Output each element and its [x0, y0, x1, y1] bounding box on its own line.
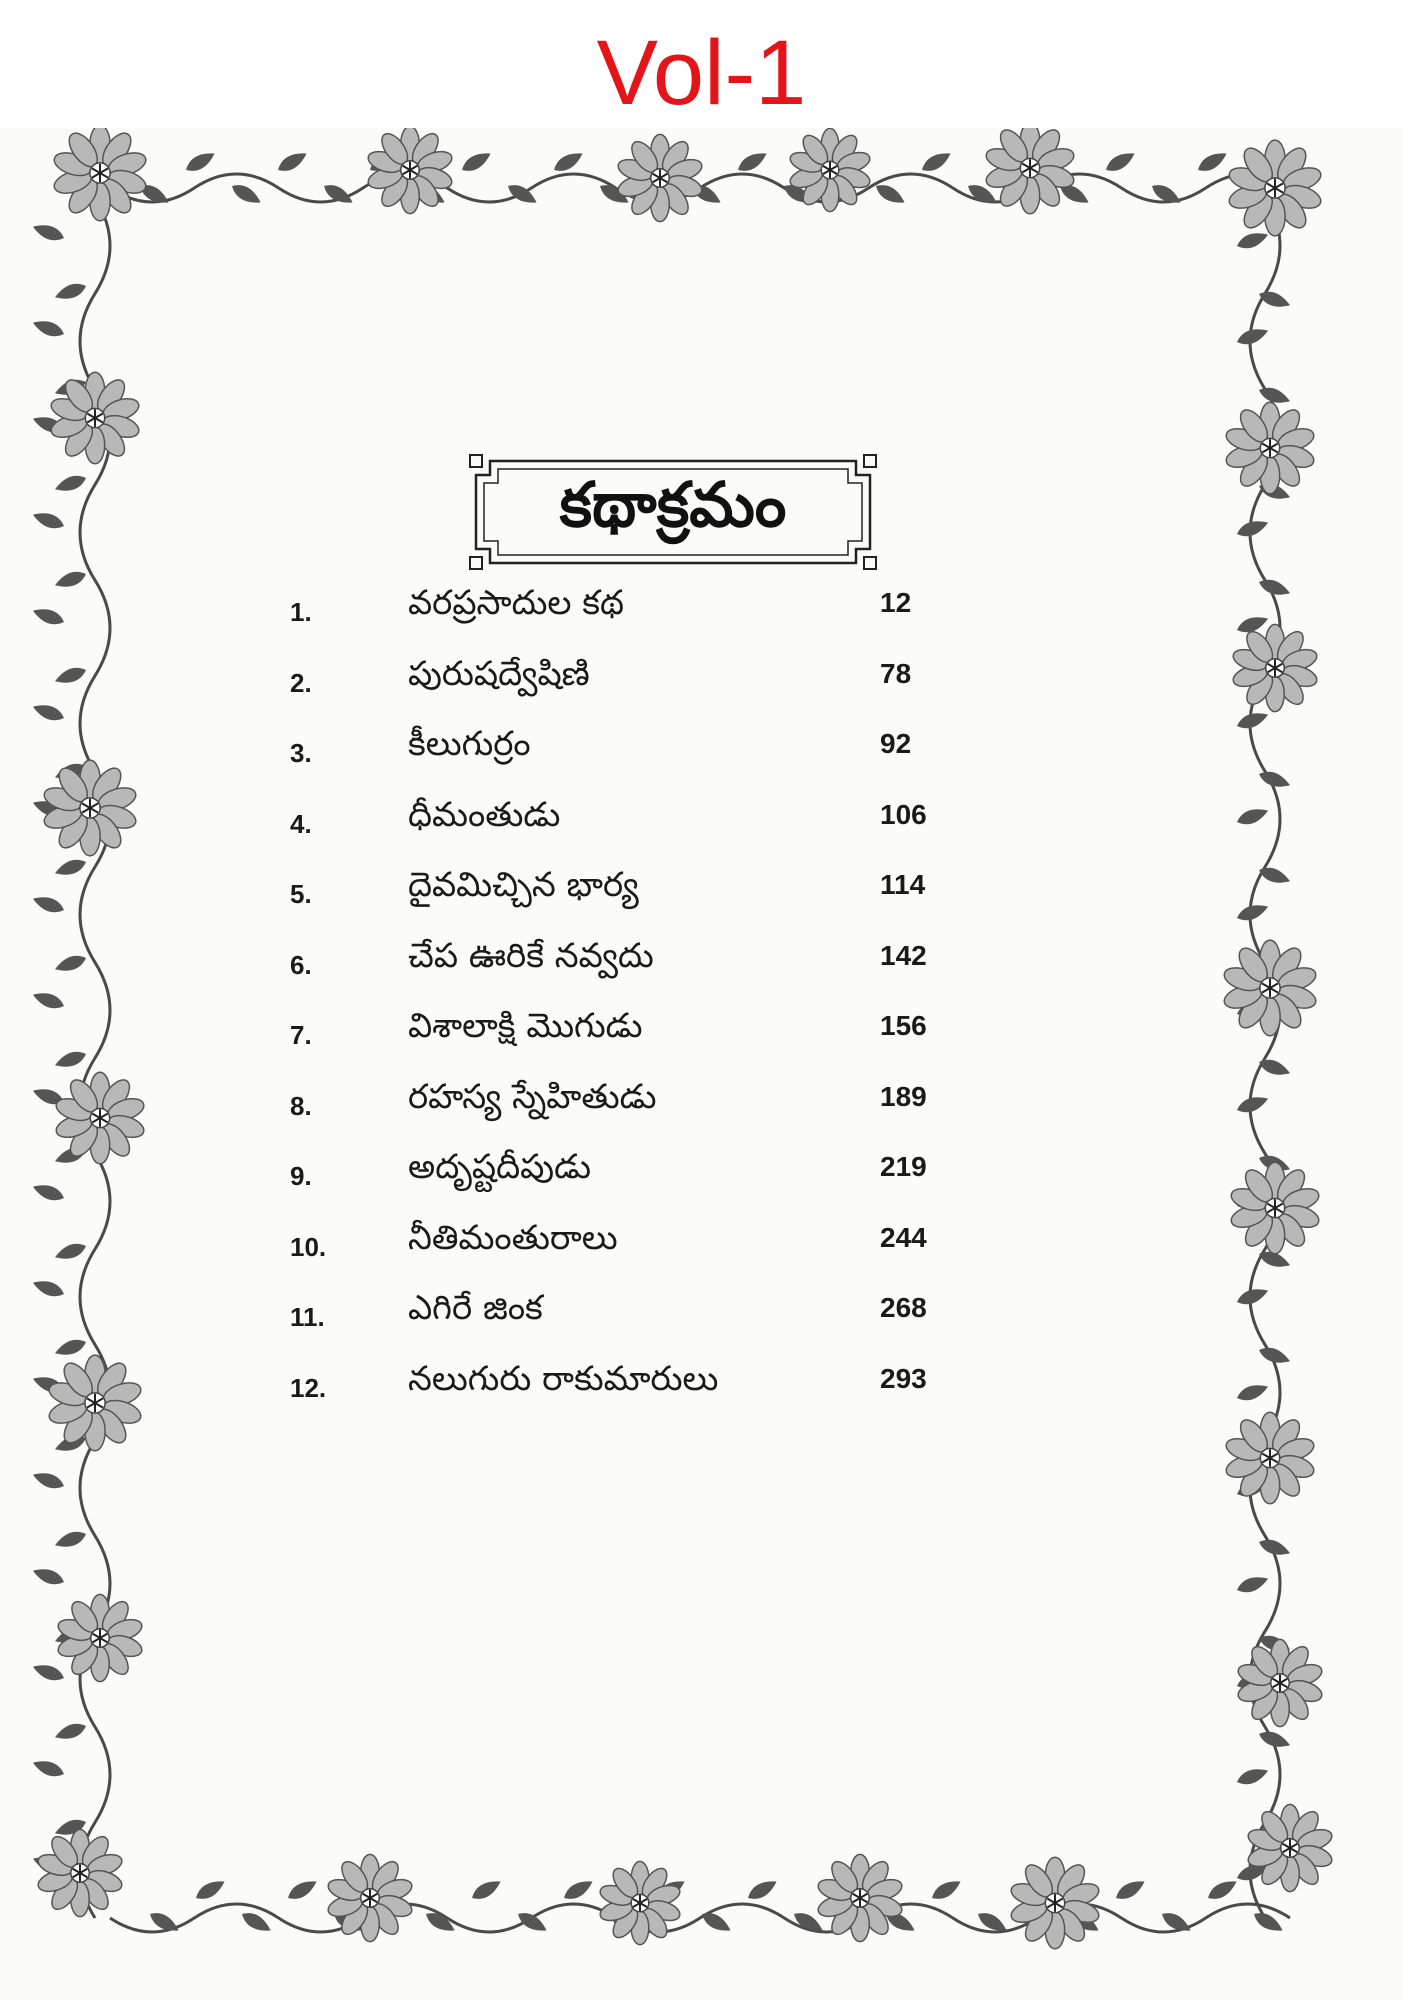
toc-row — [0, 1006, 1403, 1066]
toc-row — [0, 795, 1403, 855]
toc-entry-title: పురుషద్వేషిణి — [408, 653, 590, 694]
toc-entry-title: దైవమిచ్చిన భార్య — [408, 865, 639, 905]
toc-row — [0, 1147, 1403, 1207]
toc-entry-number: 9. — [290, 1161, 312, 1191]
toc-entry-page: 189 — [880, 1080, 927, 1112]
toc-entry-title: ఎగిరే జింక — [408, 1288, 543, 1328]
toc-entry-number: 7. — [290, 1020, 312, 1050]
toc-entry-page: 219 — [880, 1151, 927, 1182]
toc-entry-title: నలుగురు రాకుమారులు — [408, 1358, 719, 1399]
toc-entry-title: ధీమంతుడు — [408, 794, 561, 835]
table-of-contents — [0, 128, 1403, 2000]
toc-entry-page: 12 — [880, 587, 912, 618]
toc-entry-page: 268 — [880, 1292, 927, 1323]
toc-entry-title: కీలుగుర్రం — [408, 724, 531, 764]
toc-entry-number: 8. — [290, 1090, 312, 1121]
toc-entry-page: 78 — [880, 657, 912, 689]
toc-entry-page: 293 — [880, 1362, 927, 1394]
toc-row — [0, 865, 1403, 925]
toc-entry-number: 3. — [290, 738, 312, 768]
toc-row — [0, 1218, 1403, 1278]
toc-row — [0, 1359, 1403, 1419]
toc-entry-page: 156 — [880, 1010, 927, 1041]
toc-entry-number: 5. — [290, 879, 312, 909]
toc-entry-title: చేప ఊరికే నవ్వదు — [408, 935, 654, 976]
toc-entry-number: 4. — [290, 808, 312, 839]
toc-entry-title: రహస్య స్నేహితుడు — [408, 1076, 657, 1117]
toc-entry-number: 2. — [290, 667, 312, 698]
toc-row — [0, 936, 1403, 996]
volume-label: Vol-1 — [596, 22, 807, 124]
toc-entry-number: 6. — [290, 949, 312, 980]
toc-entry-page: 244 — [880, 1221, 927, 1253]
toc-entry-page: 92 — [880, 728, 912, 759]
toc-entry-title: అదృష్టదీపుడు — [408, 1147, 591, 1187]
toc-row — [0, 654, 1403, 714]
toc-entry-title: విశాలాక్షి మొగుడు — [408, 1006, 643, 1046]
toc-entry-page: 114 — [880, 869, 926, 900]
toc-entry-title: నీతిమంతురాలు — [408, 1217, 618, 1258]
toc-entry-number: 11. — [290, 1302, 325, 1332]
toc-entry-number: 10. — [290, 1231, 327, 1262]
toc-row — [0, 583, 1403, 643]
toc-row — [0, 1077, 1403, 1137]
toc-entry-title: వరప్రసాదుల కథ — [408, 583, 624, 623]
toc-entry-page: 106 — [880, 798, 927, 830]
toc-entry-page: 142 — [880, 939, 927, 971]
toc-entry-number: 12. — [290, 1372, 327, 1403]
toc-entry-number: 1. — [290, 597, 312, 627]
book-page — [0, 128, 1403, 2000]
toc-row — [0, 724, 1403, 784]
toc-row — [0, 1288, 1403, 1348]
page-title: కథాక్రమం — [559, 468, 787, 541]
